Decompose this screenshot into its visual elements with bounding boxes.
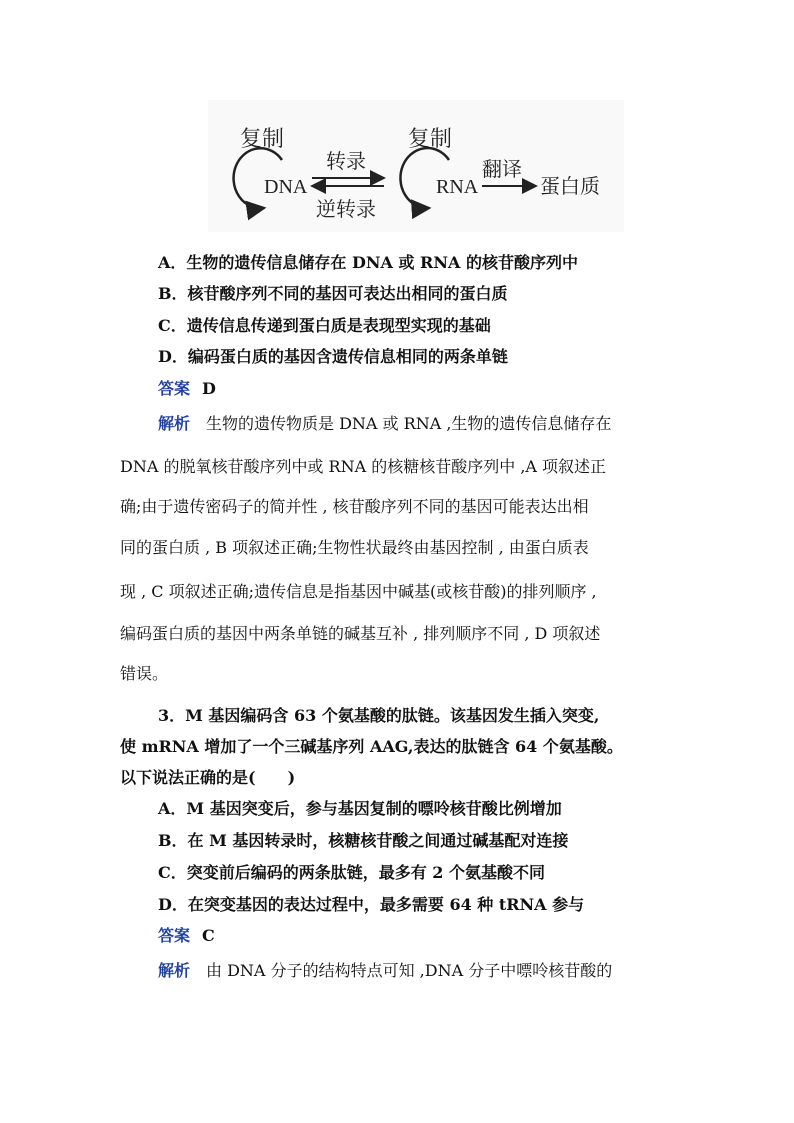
reverse-transcription-label: 逆转录 <box>316 199 376 221</box>
q2-option-b: B．核苷酸序列不同的基因可表达出相同的蛋白质 <box>158 284 508 303</box>
q2-answer-value: D <box>202 379 216 398</box>
q2-analysis-line-3: 同的蛋白质 , B 项叙述正确;生物性状最终由基因控制 , 由蛋白质表 <box>120 538 589 557</box>
central-dogma-diagram <box>208 100 624 232</box>
q3-answer-row <box>158 926 215 946</box>
q3-answer-value: C <box>202 926 215 945</box>
q2-analysis-label: 解析 <box>158 414 191 433</box>
q2-option-a: A．生物的遗传信息储存在 DNA 或 RNA 的核苷酸序列中 <box>158 253 578 272</box>
q2-option-c: C．遗传信息传递到蛋白质是表现型实现的基础 <box>158 316 491 335</box>
q2-analysis-line-2: 确;由于遗传密码子的简并性 , 核苷酸序列不同的基因可能表达出相 <box>120 497 589 516</box>
q2-option-d: D．编码蛋白质的基因含遗传信息相同的两条单链 <box>158 347 508 366</box>
q3-stem-line-0: 3．M 基因编码含 63 个氨基酸的肽链。该基因发生插入突变, <box>158 706 600 725</box>
q2-analysis-line-6: 错误。 <box>120 664 169 683</box>
protein-label: 蛋白质 <box>540 176 600 198</box>
q3-stem-line-1: 使 mRNA 增加了一个三碱基序列 AAG,表达的肽链含 64 个氨基酸。 <box>120 737 623 756</box>
dna-replication-label: 复制 <box>240 126 285 151</box>
q3-analysis-line: 由 DNA 分子的结构特点可知 ,DNA 分子中嘌呤核苷酸的 <box>206 961 613 980</box>
q3-option-d: D．在突变基因的表达过程中，最多需要 64 种 tRNA 参与 <box>158 895 585 914</box>
q3-stem-line-2: 以下说法正确的是( ) <box>120 768 296 787</box>
q2-answer-row <box>158 379 216 399</box>
q2-analysis-line-5: 编码蛋白质的基因中两条单链的碱基互补 , 排列顺序不同 , D 项叙述 <box>120 624 601 643</box>
q2-analysis-line-0: 生物的遗传物质是 DNA 或 RNA ,生物的遗传信息储存在 <box>206 414 612 433</box>
q3-option-b: B．在 M 基因转录时，核糖核苷酸之间通过碱基配对连接 <box>158 831 569 850</box>
q3-answer-label: 答案 <box>158 926 191 945</box>
central-dogma-svg <box>208 100 624 232</box>
transcription-label: 转录 <box>326 151 366 173</box>
q2-analysis-first-line <box>158 414 611 434</box>
q2-analysis-line-1: DNA 的脱氧核苷酸序列中或 RNA 的核糖核苷酸序列中 ,A 项叙述正 <box>120 457 607 476</box>
dna-label: DNA <box>264 176 308 198</box>
q3-analysis-row <box>158 961 612 981</box>
q2-answer-label: 答案 <box>158 379 191 398</box>
q3-option-a: A．M 基因突变后，参与基因复制的嘌呤核苷酸比例增加 <box>158 799 562 818</box>
translation-label: 翻译 <box>482 159 522 181</box>
rna-replication-label: 复制 <box>408 126 453 151</box>
q2-analysis-line-4: 现 , C 项叙述正确;遗传信息是指基因中碱基(或核苷酸)的排列顺序 , <box>120 582 597 601</box>
q3-option-c: C．突变前后编码的两条肽链，最多有 2 个氨基酸不同 <box>158 863 546 882</box>
q3-analysis-label: 解析 <box>158 961 191 980</box>
rna-label: RNA <box>436 176 479 198</box>
